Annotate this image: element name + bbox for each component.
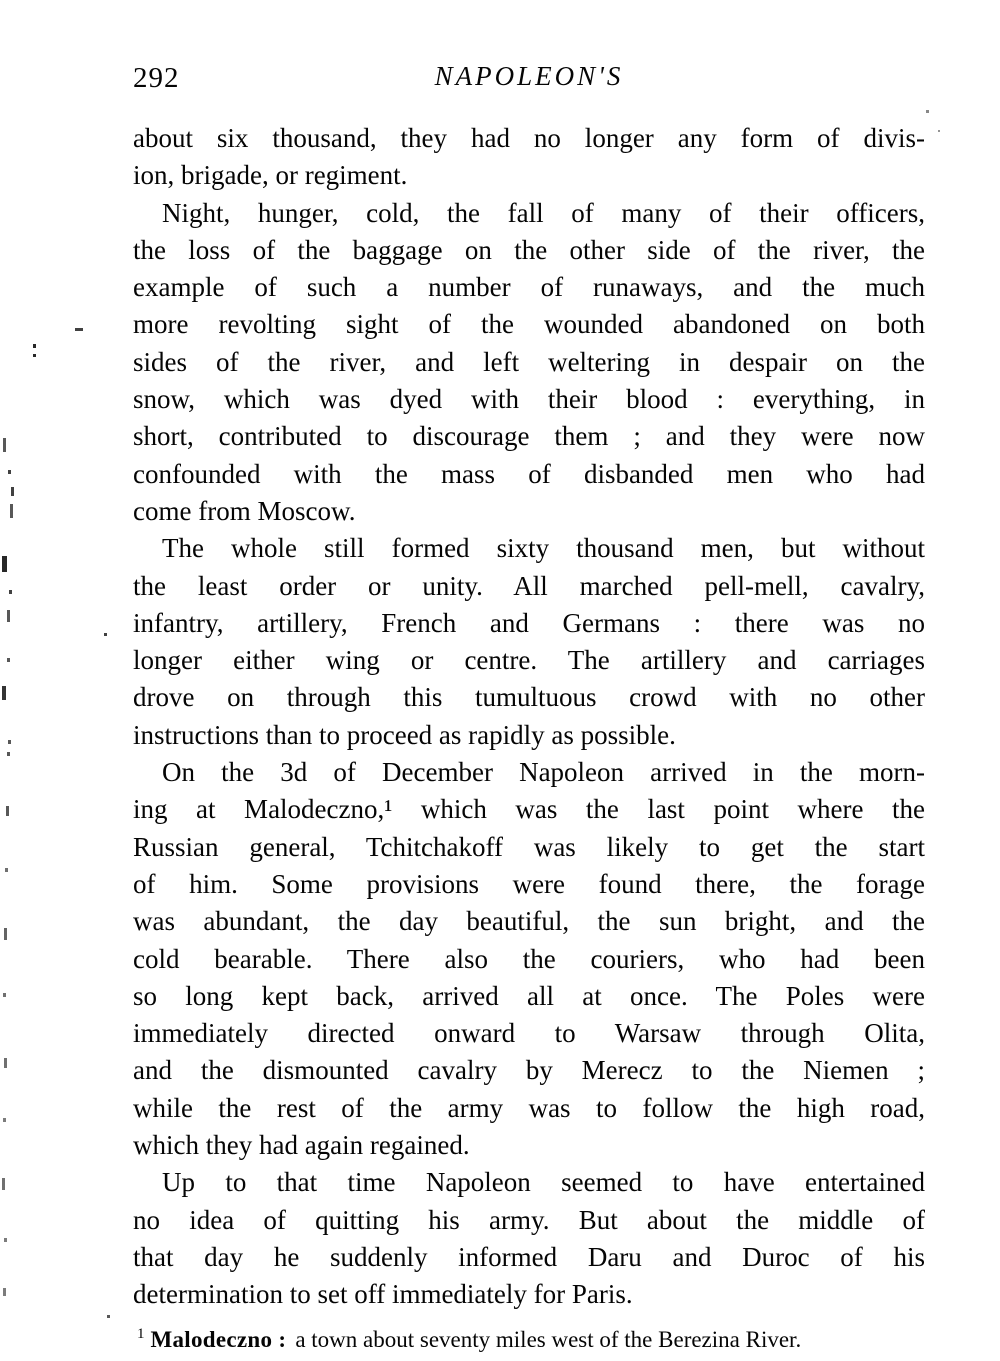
scan-artifact xyxy=(107,1315,110,1318)
paragraph xyxy=(133,1164,925,1313)
text-line: was abundant, the day beautiful, the sun bright, and the xyxy=(133,906,925,937)
scan-artifact xyxy=(4,1058,7,1068)
text-line: snow, which was dyed with their blood : everything, in xyxy=(133,384,925,415)
text-line: while the rest of the army was to follow the high road, xyxy=(133,1092,925,1123)
text-line: On the 3d of December Napoleon arrived in the morn- xyxy=(162,757,925,788)
scan-artifact xyxy=(3,1288,6,1296)
footnote-marker: 1 xyxy=(137,1326,145,1343)
text-line: of him. Some provisions were found there, the forage xyxy=(133,868,925,899)
scan-artifact xyxy=(2,686,6,700)
text-line: Russian general, Tchitchakoff was likely to get the start xyxy=(133,831,925,862)
scan-artifact xyxy=(7,610,10,622)
footnote-term: Malodeczno : xyxy=(150,1327,287,1352)
body-text xyxy=(133,120,925,1314)
scan-artifact xyxy=(3,1118,6,1122)
scan-artifact xyxy=(75,328,83,331)
text-line: determination to set off immediately for Paris. xyxy=(133,1279,633,1310)
text-line: ing at Malodeczno,¹ which was the last point where the xyxy=(133,794,925,825)
text-line: about six thousand, they had no longer any form of divis- xyxy=(133,123,925,153)
scan-artifact xyxy=(5,868,8,872)
footnote xyxy=(133,1326,943,1354)
scan-artifact xyxy=(2,556,7,572)
text-line: longer either wing or centre. The artillery and carriages xyxy=(133,645,925,676)
scan-artifact xyxy=(10,504,13,518)
scan-artifact xyxy=(11,487,14,496)
scan-artifact xyxy=(8,470,11,474)
scan-artifact xyxy=(6,806,9,816)
scan-artifact xyxy=(3,438,6,452)
text-line: no idea of quitting his army. But about the middle of xyxy=(133,1204,925,1235)
text-line: short, contributed to discourage them ; and they were now xyxy=(133,421,925,452)
scan-artifact xyxy=(2,1178,5,1190)
text-line: sides of the river, and left weltering in despair on the xyxy=(133,346,925,377)
text-line: so long kept back, arrived all at once. The Poles were xyxy=(133,980,925,1011)
text-line: which they had again regained. xyxy=(133,1130,470,1161)
paragraph xyxy=(133,195,925,531)
text-line: The whole still formed sixty thousand men, but without xyxy=(162,533,925,564)
scan-artifact xyxy=(8,740,11,744)
scan-artifact xyxy=(4,928,7,940)
text-line: immediately directed onward to Warsaw through Olita, xyxy=(133,1018,925,1049)
running-header: NAPOLEON'S xyxy=(434,61,624,91)
text-line: more revolting sight of the wounded abandoned on both xyxy=(133,309,925,340)
text-line: example of such a number of runaways, and the much xyxy=(133,272,925,303)
scan-artifact xyxy=(7,658,10,662)
scan-artifact xyxy=(7,752,10,756)
footnote-text: a town about seventy miles west of the Berezina River. xyxy=(295,1327,802,1352)
text-line: drove on through this tumultuous crowd with no other xyxy=(133,682,925,713)
text-line: infantry, artillery, French and Germans : there was no xyxy=(133,607,925,638)
text-line: the least order or unity. All marched pell-mell, cavalry, xyxy=(133,570,925,601)
text-line: ion, brigade, or regiment. xyxy=(133,160,408,191)
text-line: and the dismounted cavalry by Merecz to the Niemen ; xyxy=(133,1055,925,1086)
scan-artifact xyxy=(4,1238,7,1242)
scan-artifact xyxy=(33,354,36,357)
text-line: Up to that time Napoleon seemed to have entertained xyxy=(162,1167,925,1198)
scan-artifact xyxy=(926,110,929,113)
text-line: cold bearable. There also the couriers, who had been xyxy=(133,943,925,974)
text-line: come from Moscow. xyxy=(133,495,356,526)
scan-artifact xyxy=(33,344,36,348)
text-line: the loss of the baggage on the other side of the river, the xyxy=(133,234,925,265)
text-line: confounded with the mass of disbanded men who had xyxy=(133,458,925,489)
paragraph xyxy=(133,120,925,195)
text-line: that day he suddenly informed Daru and Duroc of his xyxy=(133,1241,925,1272)
text-line: instructions than to proceed as rapidly as possible. xyxy=(133,719,676,750)
text-line: Night, hunger, cold, the fall of many of their officers, xyxy=(162,197,925,228)
paragraph xyxy=(133,754,925,1164)
scan-artifact xyxy=(3,993,6,997)
scan-artifact xyxy=(104,633,107,636)
scan-artifact xyxy=(9,590,12,594)
scan-artifact xyxy=(938,130,940,132)
page-number: 292 xyxy=(133,62,180,94)
paragraph xyxy=(133,530,925,754)
